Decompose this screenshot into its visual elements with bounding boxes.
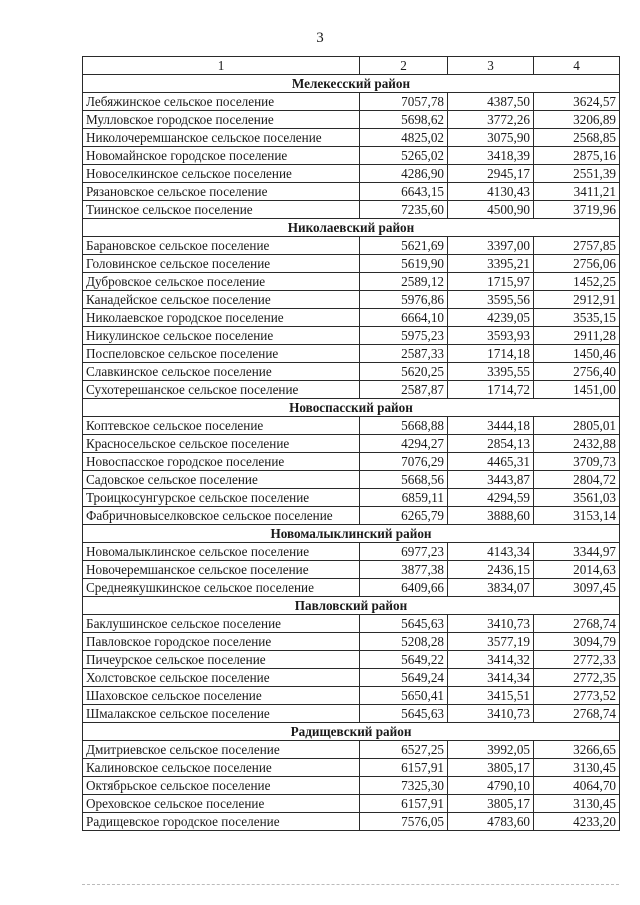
value-col-4: 2768,74: [534, 705, 620, 723]
value-col-4: 3411,21: [534, 183, 620, 201]
value-col-4: 2773,52: [534, 687, 620, 705]
settlement-name: Троицкосунгурское сельское поселение: [83, 489, 360, 507]
value-col-3: 2854,13: [448, 435, 534, 453]
value-col-3: 1714,18: [448, 345, 534, 363]
value-col-3: 3397,00: [448, 237, 534, 255]
value-col-2: 6265,79: [360, 507, 448, 525]
value-col-4: 3206,89: [534, 111, 620, 129]
value-col-3: 4239,05: [448, 309, 534, 327]
district-header-row: [83, 597, 620, 615]
value-col-2: 2587,87: [360, 381, 448, 399]
value-col-4: 1450,46: [534, 345, 620, 363]
district-header-row: [83, 399, 620, 417]
settlement-name: Новочеремшанское сельское поселение: [83, 561, 360, 579]
table-row: [83, 777, 620, 795]
table-row: [83, 111, 620, 129]
value-col-2: 5649,22: [360, 651, 448, 669]
settlement-name: Ореховское сельское поселение: [83, 795, 360, 813]
settlement-name: Пичеурское сельское поселение: [83, 651, 360, 669]
value-col-3: 3888,60: [448, 507, 534, 525]
value-col-2: 5668,56: [360, 471, 448, 489]
value-col-2: 5621,69: [360, 237, 448, 255]
value-col-2: 6527,25: [360, 741, 448, 759]
table-row: [83, 813, 620, 831]
table-row: [83, 327, 620, 345]
table-row: [83, 363, 620, 381]
table-row: [83, 453, 620, 471]
value-col-3: 3415,51: [448, 687, 534, 705]
value-col-3: 3075,90: [448, 129, 534, 147]
value-col-3: 3577,19: [448, 633, 534, 651]
settlement-name: Поспеловское сельское поселение: [83, 345, 360, 363]
value-col-4: 3719,96: [534, 201, 620, 219]
table-row: [83, 759, 620, 777]
value-col-2: 5645,63: [360, 615, 448, 633]
table-row: [83, 273, 620, 291]
value-col-4: 1452,25: [534, 273, 620, 291]
table-row: [83, 687, 620, 705]
value-col-4: 3153,14: [534, 507, 620, 525]
settlement-name: Фабричновыселковское сельское поселение: [83, 507, 360, 525]
value-col-2: 6409,66: [360, 579, 448, 597]
table-row: [83, 561, 620, 579]
settlement-name: Баклушинское сельское поселение: [83, 615, 360, 633]
value-col-2: 5650,41: [360, 687, 448, 705]
settlement-name: Головинское сельское поселение: [83, 255, 360, 273]
settlement-name: Барановское сельское поселение: [83, 237, 360, 255]
settlement-name: Октябрьское сельское поселение: [83, 777, 360, 795]
table-row: [83, 651, 620, 669]
value-col-4: 4233,20: [534, 813, 620, 831]
district-header-row: [83, 723, 620, 741]
value-col-2: 7057,78: [360, 93, 448, 111]
settlement-name: Славкинское сельское поселение: [83, 363, 360, 381]
settlement-name: Дубровское сельское поселение: [83, 273, 360, 291]
settlement-name: Калиновское сельское поселение: [83, 759, 360, 777]
value-col-4: 3094,79: [534, 633, 620, 651]
value-col-2: 5698,62: [360, 111, 448, 129]
value-col-2: 6157,91: [360, 795, 448, 813]
district-name: Мелекесский район: [83, 75, 620, 93]
value-col-3: 4465,31: [448, 453, 534, 471]
settlement-name: Новоспасское городское поселение: [83, 453, 360, 471]
district-name: Павловский район: [83, 597, 620, 615]
value-col-4: 2756,06: [534, 255, 620, 273]
value-col-2: 6859,11: [360, 489, 448, 507]
column-header: 1: [83, 57, 360, 75]
value-col-4: 3535,15: [534, 309, 620, 327]
value-col-2: 4825,02: [360, 129, 448, 147]
value-col-2: 5976,86: [360, 291, 448, 309]
value-col-4: 2805,01: [534, 417, 620, 435]
value-col-4: 3624,57: [534, 93, 620, 111]
value-col-2: 5668,88: [360, 417, 448, 435]
district-name: Николаевский район: [83, 219, 620, 237]
settlement-name: Дмитриевское сельское поселение: [83, 741, 360, 759]
value-col-3: 4783,60: [448, 813, 534, 831]
settlement-name: Лебяжинское сельское поселение: [83, 93, 360, 111]
value-col-3: 1714,72: [448, 381, 534, 399]
table-row: [83, 291, 620, 309]
district-name: Новоспасский район: [83, 399, 620, 417]
settlement-name: Новомайнское городское поселение: [83, 147, 360, 165]
value-col-4: 3561,03: [534, 489, 620, 507]
table-row: [83, 345, 620, 363]
table-row: [83, 309, 620, 327]
column-header: 2: [360, 57, 448, 75]
value-col-2: 5620,25: [360, 363, 448, 381]
table-row: [83, 381, 620, 399]
column-header: 4: [534, 57, 620, 75]
value-col-2: 2589,12: [360, 273, 448, 291]
table-row: [83, 129, 620, 147]
value-col-4: 2768,74: [534, 615, 620, 633]
value-col-3: 3444,18: [448, 417, 534, 435]
settlement-name: Новоселкинское сельское поселение: [83, 165, 360, 183]
value-col-4: 3344,97: [534, 543, 620, 561]
table-row: [83, 417, 620, 435]
value-col-4: 2551,39: [534, 165, 620, 183]
settlement-name: Холстовское сельское поселение: [83, 669, 360, 687]
value-col-2: 6977,23: [360, 543, 448, 561]
settlement-name: Николаевское городское поселение: [83, 309, 360, 327]
value-col-4: 2911,28: [534, 327, 620, 345]
value-col-3: 3410,73: [448, 705, 534, 723]
value-col-3: 3593,93: [448, 327, 534, 345]
value-col-4: 2757,85: [534, 237, 620, 255]
value-col-3: 3395,55: [448, 363, 534, 381]
district-name: Новомалыклинский район: [83, 525, 620, 543]
table-row: [83, 435, 620, 453]
value-col-2: 5975,23: [360, 327, 448, 345]
table-row: [83, 579, 620, 597]
value-col-2: 5208,28: [360, 633, 448, 651]
value-col-3: 3443,87: [448, 471, 534, 489]
table-row: [83, 633, 620, 651]
table-row: [83, 201, 620, 219]
value-col-3: 4790,10: [448, 777, 534, 795]
column-header-row: [83, 57, 620, 75]
value-col-2: 5265,02: [360, 147, 448, 165]
value-col-2: 6643,15: [360, 183, 448, 201]
district-header-row: [83, 219, 620, 237]
value-col-4: 2432,88: [534, 435, 620, 453]
district-name: Радищевский район: [83, 723, 620, 741]
value-col-2: 7325,30: [360, 777, 448, 795]
table-row: [83, 147, 620, 165]
settlement-name: Садовское сельское поселение: [83, 471, 360, 489]
table-row: [83, 507, 620, 525]
table-row: [83, 255, 620, 273]
value-col-4: 3130,45: [534, 795, 620, 813]
value-col-4: 2772,33: [534, 651, 620, 669]
value-col-2: 6157,91: [360, 759, 448, 777]
value-col-2: 3877,38: [360, 561, 448, 579]
value-col-4: 2772,35: [534, 669, 620, 687]
settlement-name: Шаховское сельское поселение: [83, 687, 360, 705]
value-col-3: 2436,15: [448, 561, 534, 579]
settlement-name: Радищевское городское поселение: [83, 813, 360, 831]
value-col-3: 4130,43: [448, 183, 534, 201]
value-col-3: 4387,50: [448, 93, 534, 111]
settlement-name: Сухотерешанское сельское поселение: [83, 381, 360, 399]
settlement-name: Рязановское сельское поселение: [83, 183, 360, 201]
value-col-2: 2587,33: [360, 345, 448, 363]
settlements-table: [82, 56, 620, 831]
value-col-2: 4294,27: [360, 435, 448, 453]
value-col-2: 5649,24: [360, 669, 448, 687]
value-col-3: 3992,05: [448, 741, 534, 759]
settlement-name: Коптевское сельское поселение: [83, 417, 360, 435]
value-col-2: 5619,90: [360, 255, 448, 273]
value-col-3: 4294,59: [448, 489, 534, 507]
value-col-4: 2804,72: [534, 471, 620, 489]
settlement-name: Среднеякушкинское сельское поселение: [83, 579, 360, 597]
value-col-2: 5645,63: [360, 705, 448, 723]
value-col-3: 3805,17: [448, 795, 534, 813]
settlement-name: Новомалыклинское сельское поселение: [83, 543, 360, 561]
table-row: [83, 183, 620, 201]
value-col-2: 4286,90: [360, 165, 448, 183]
value-col-3: 1715,97: [448, 273, 534, 291]
table-row: [83, 543, 620, 561]
value-col-4: 3709,73: [534, 453, 620, 471]
value-col-3: 4500,90: [448, 201, 534, 219]
value-col-3: 4143,34: [448, 543, 534, 561]
table-row: [83, 93, 620, 111]
table-row: [83, 489, 620, 507]
value-col-3: 3772,26: [448, 111, 534, 129]
table-row: [83, 615, 620, 633]
value-col-3: 3418,39: [448, 147, 534, 165]
table-row: [83, 669, 620, 687]
value-col-3: 3834,07: [448, 579, 534, 597]
value-col-4: 2014,63: [534, 561, 620, 579]
value-col-2: 7235,60: [360, 201, 448, 219]
table-row: [83, 471, 620, 489]
settlement-name: Канадейское сельское поселение: [83, 291, 360, 309]
value-col-3: 3414,34: [448, 669, 534, 687]
value-col-3: 3595,56: [448, 291, 534, 309]
value-col-4: 1451,00: [534, 381, 620, 399]
value-col-2: 7576,05: [360, 813, 448, 831]
table-row: [83, 795, 620, 813]
value-col-4: 3130,45: [534, 759, 620, 777]
district-header-row: [83, 75, 620, 93]
settlement-name: Никулинское сельское поселение: [83, 327, 360, 345]
value-col-3: 3410,73: [448, 615, 534, 633]
column-header: 3: [448, 57, 534, 75]
table-row: [83, 705, 620, 723]
settlement-name: Красносельское сельское поселение: [83, 435, 360, 453]
settlement-name: Павловское городское поселение: [83, 633, 360, 651]
value-col-3: 3805,17: [448, 759, 534, 777]
value-col-4: 2568,85: [534, 129, 620, 147]
value-col-2: 7076,29: [360, 453, 448, 471]
value-col-4: 2912,91: [534, 291, 620, 309]
page-number: 3: [316, 30, 324, 46]
settlement-name: Тиинское сельское поселение: [83, 201, 360, 219]
table-row: [83, 165, 620, 183]
table-row: [83, 237, 620, 255]
footer-divider: [82, 884, 619, 885]
value-col-3: 3414,32: [448, 651, 534, 669]
value-col-4: 2875,16: [534, 147, 620, 165]
value-col-3: 3395,21: [448, 255, 534, 273]
value-col-3: 2945,17: [448, 165, 534, 183]
value-col-4: 2756,40: [534, 363, 620, 381]
value-col-4: 3097,45: [534, 579, 620, 597]
value-col-4: 3266,65: [534, 741, 620, 759]
settlement-name: Шмалакское сельское поселение: [83, 705, 360, 723]
value-col-4: 4064,70: [534, 777, 620, 795]
district-header-row: [83, 525, 620, 543]
value-col-2: 6664,10: [360, 309, 448, 327]
settlement-name: Мулловское городское поселение: [83, 111, 360, 129]
table-row: [83, 741, 620, 759]
settlement-name: Николочеремшанское сельское поселение: [83, 129, 360, 147]
